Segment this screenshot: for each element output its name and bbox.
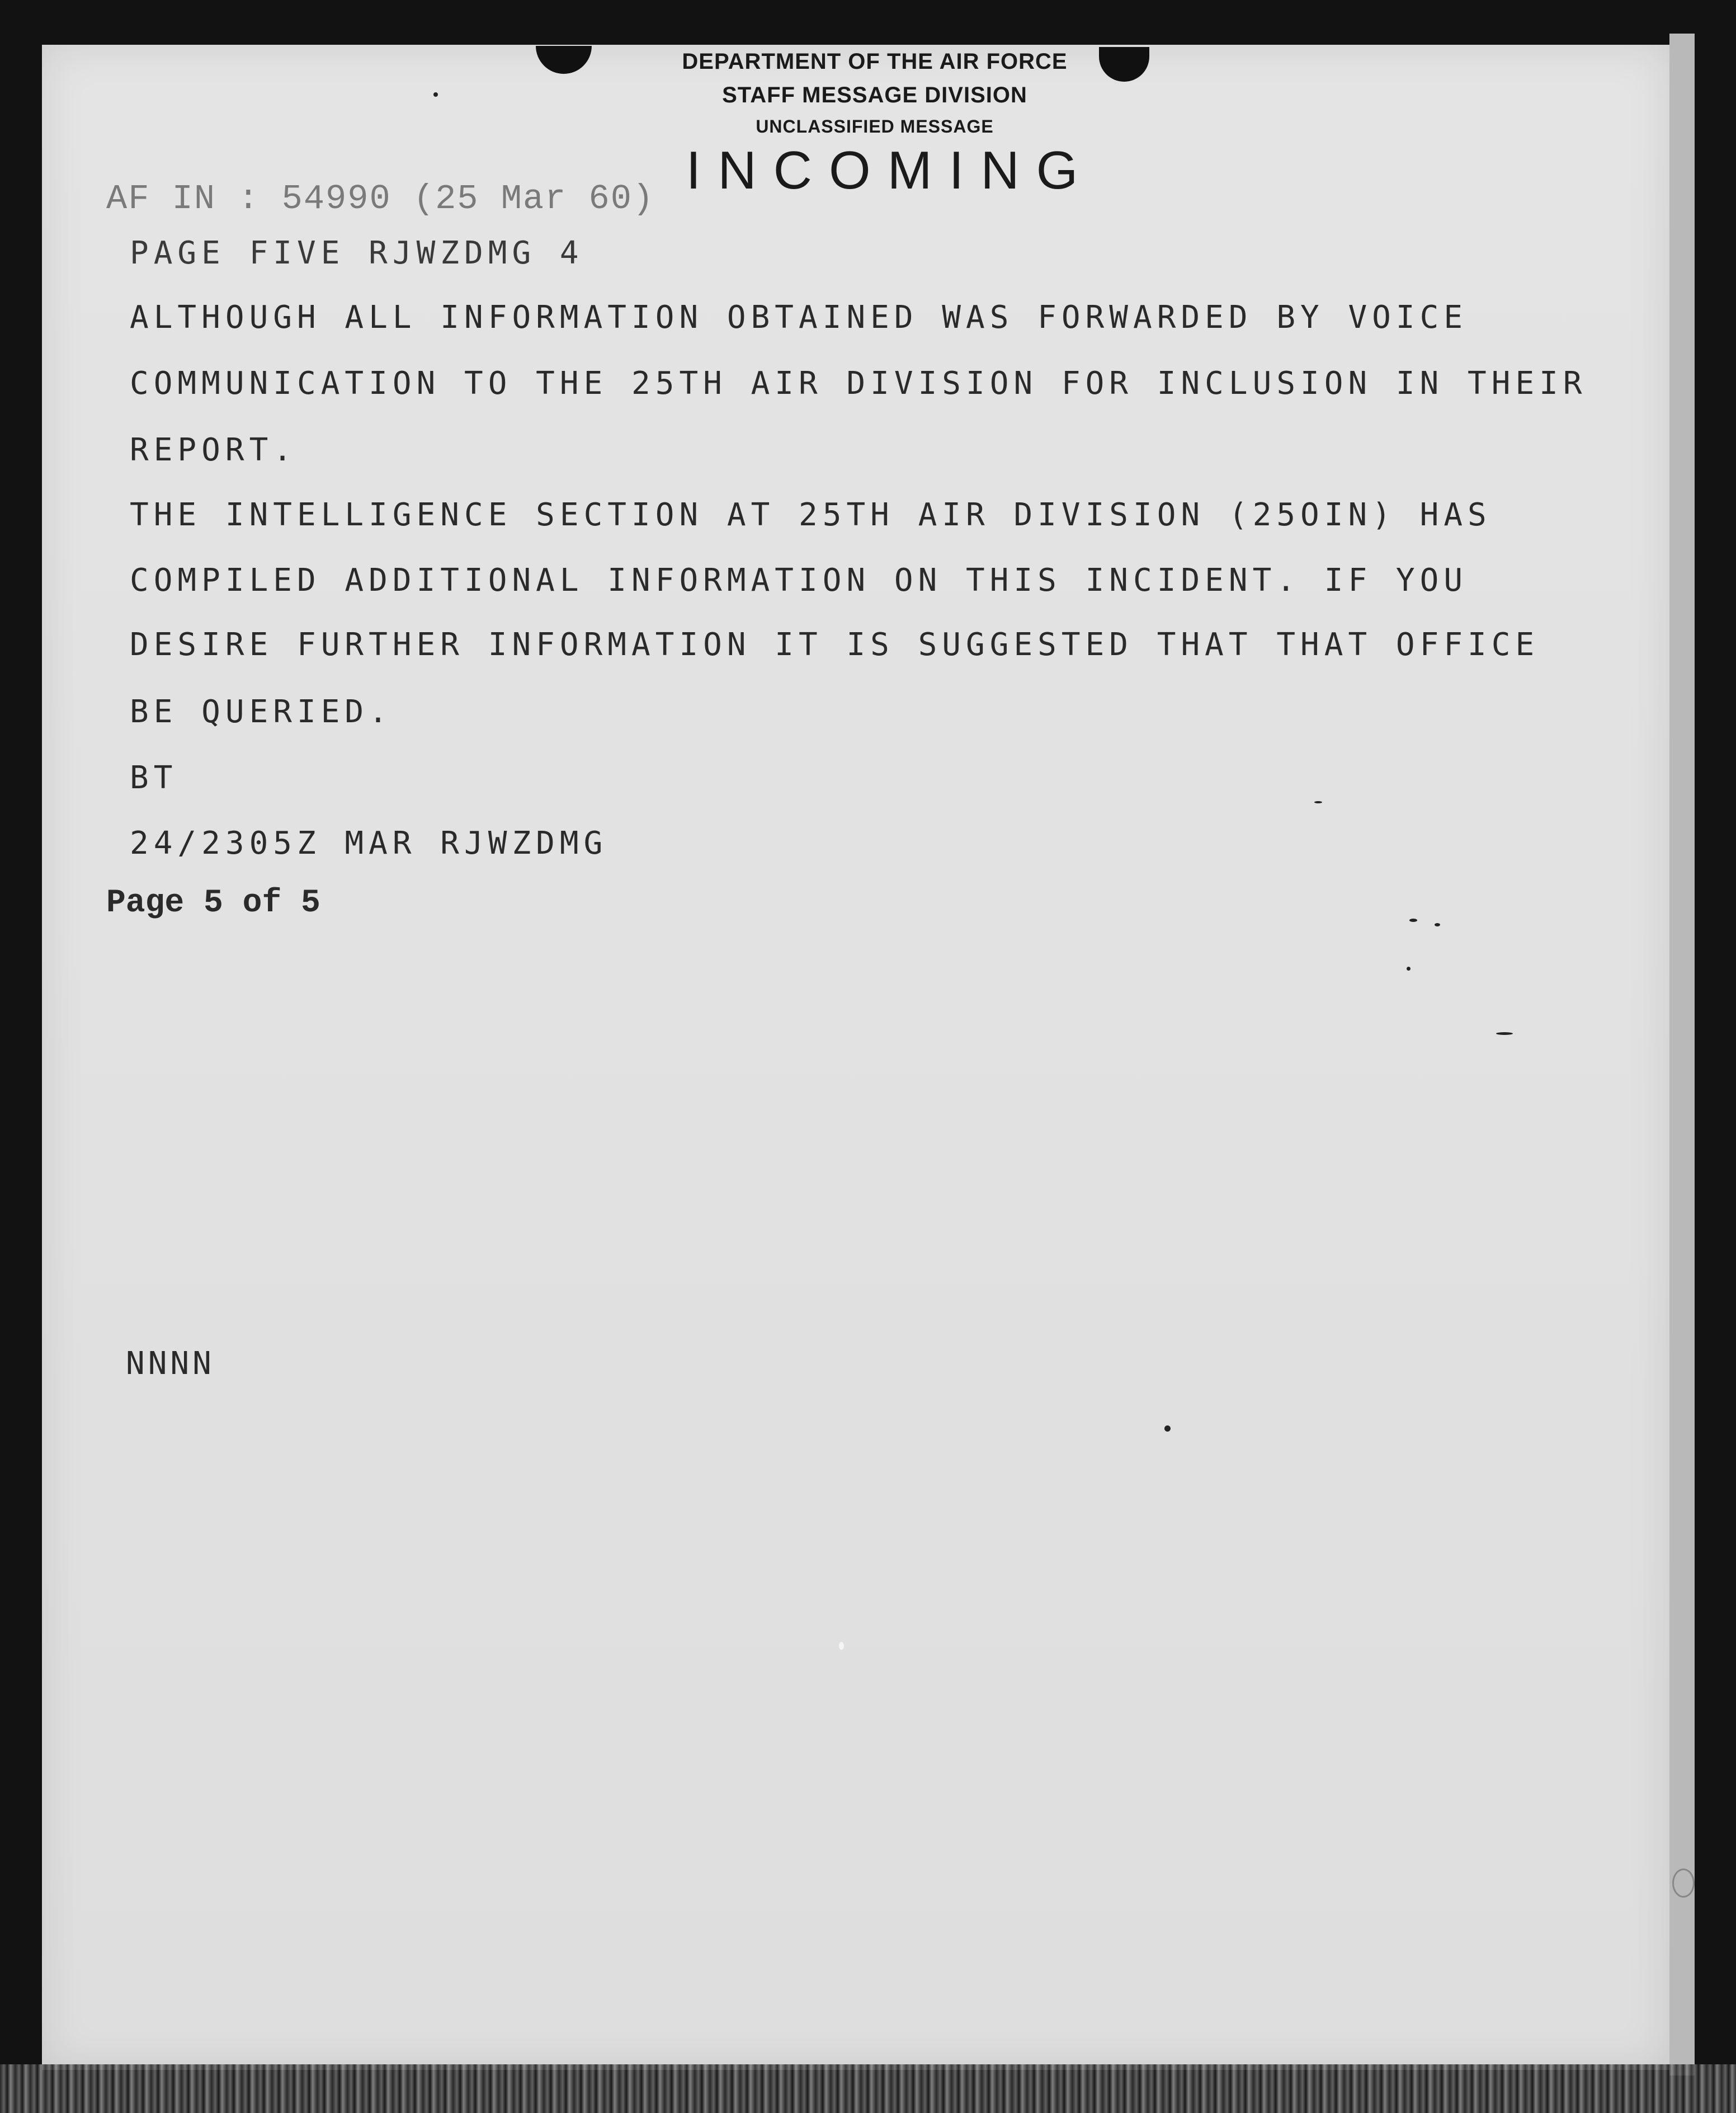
- dust-speck: [1164, 1425, 1171, 1432]
- dust-speck: [839, 1642, 844, 1650]
- division-heading: STAFF MESSAGE DIVISION: [722, 83, 1027, 107]
- message-form-sheet: [42, 45, 1669, 2070]
- message-line: ALTHOUGH ALL INFORMATION OBTAINED WAS FORWARDED BY VOICE: [130, 299, 1468, 336]
- message-line: DESIRE FURTHER INFORMATION IT IS SUGGESTED THAT THAT OFFICE: [130, 627, 1540, 663]
- scan-border-noise: [0, 2064, 1736, 2113]
- message-line: BE QUERIED.: [130, 694, 393, 730]
- dust-speck: [1672, 1869, 1695, 1898]
- department-heading: DEPARTMENT OF THE AIR FORCE: [682, 49, 1068, 74]
- message-line: REPORT.: [130, 432, 298, 468]
- dust-speck: [1314, 801, 1322, 803]
- message-line: BT: [130, 760, 178, 796]
- dust-speck: [1409, 919, 1417, 922]
- scan-edge-strip: [1669, 34, 1695, 2076]
- dust-speck: [1496, 1032, 1513, 1035]
- message-line: 24/2305Z MAR RJWZDMG: [130, 825, 608, 862]
- page-number: Page 5 of 5: [106, 885, 320, 921]
- dust-speck: [1407, 967, 1410, 971]
- message-line: THE INTELLIGENCE SECTION AT 25TH AIR DIVISION (25OIN) HAS: [130, 497, 1492, 533]
- classification-label: UNCLASSIFIED MESSAGE: [756, 116, 994, 137]
- message-line: COMPILED ADDITIONAL INFORMATION ON THIS INCIDENT. IF YOU: [130, 562, 1468, 599]
- incoming-title: INCOMING: [686, 140, 1095, 200]
- af-in-number: AF IN : 54990 (25 Mar 60): [106, 179, 655, 219]
- dust-speck: [1435, 923, 1440, 926]
- message-line: PAGE FIVE RJWZDMG 4: [130, 235, 584, 271]
- dust-speck: [433, 92, 438, 97]
- message-line: COMMUNICATION TO THE 25TH AIR DIVISION FOR INCLUSION IN THEIR: [130, 365, 1587, 402]
- end-of-message-marker: NNNN: [126, 1345, 215, 1382]
